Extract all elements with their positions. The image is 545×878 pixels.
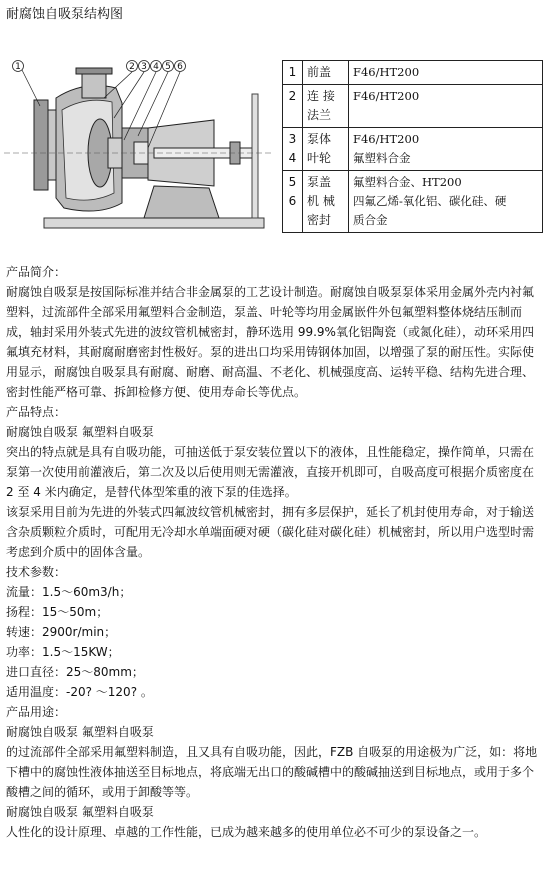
part-material: F46/HT200 (353, 132, 420, 146)
intro-heading: 产品简介： (6, 265, 67, 279)
product-name: 耐腐蚀自吸泵 氟塑料自吸泵 (6, 425, 154, 439)
table-row (283, 61, 543, 85)
part-name: 密封 (307, 213, 332, 227)
row-number: 2 (288, 89, 297, 103)
pump-structure-diagram (4, 58, 282, 240)
callout-4: 4 (153, 62, 159, 72)
product-name: 耐腐蚀自吸泵 氟塑料自吸泵 (6, 725, 154, 739)
callout-1: 1 (15, 62, 21, 72)
page-title: 耐腐蚀自吸泵结构图 (6, 7, 124, 22)
parts-table (282, 60, 543, 233)
table-row (283, 171, 543, 233)
row-number: 1 (288, 65, 297, 79)
specs-heading: 技术参数： (6, 565, 67, 579)
part-name: 泵盖 (307, 175, 332, 189)
spec-head: 扬程：15～50m； (6, 605, 109, 619)
spec-inlet-diameter: 进口直径：25～80mm； (6, 665, 144, 679)
part-name: 泵体 (307, 132, 332, 146)
part-material: F46/HT200 (353, 65, 420, 79)
intro-paragraph: 耐腐蚀自吸泵是按国际标准并结合非金属泵的工艺设计制造。耐腐蚀自吸泵泵体采用金属外壳内衬氟塑料，过流部件全部采用氟塑料合金制造，泵盖、叶轮等均用金属嵌件外包氟塑料整体烧结压制而成，轴封采用外装式先进的波纹管机械密封，静环选用 99.9%氧化铝陶瓷（或氮化硅），动环采用四氟填充材料，其耐腐耐磨密封性极好。泵的进出口均采用铸钢体加固，以增强了泵的耐压性。实际使用显示，耐腐蚀自吸泵具有耐腐、耐磨、耐高温、不老化、机械强度高、运转平稳、结构先进合理、密封性能严格可靠、拆卸检修方便、使用寿命长等优点。 (6, 285, 535, 399)
features-paragraph-2: 该泵采用目前为先进的外装式四氟波纹管机械密封，拥有多层保护，延长了机封使用寿命，对于输送含杂质颗粒介质时，可配用无冷却水单端面硬对硬（碳化硅对碳化硅）机械密封，所以用户选型时需考虑到介质中的固体含量。 (6, 505, 535, 559)
part-name: 叶轮 (307, 151, 332, 165)
part-name: 机 械 (307, 194, 335, 208)
spec-temperature: 适用温度：-20? ～120? 。 (6, 685, 153, 699)
table-row (283, 128, 543, 171)
part-material: F46/HT200 (353, 89, 420, 103)
features-heading: 产品特点： (6, 405, 67, 419)
spec-power: 功率：1.5～15KW； (6, 645, 120, 659)
product-name: 耐腐蚀自吸泵 氟塑料自吸泵 (6, 805, 154, 819)
features-paragraph-1: 突出的特点就是具有自吸功能，可抽送低于泵安装位置以下的液体，且性能稳定，操作简单，只需在泵第一次使用前灌液后，第二次及以后使用则无需灌液，直接开机即可，自吸高度可根据介质密度在 2 至 4 米内确定，是替代体型笨重的液下泵的佳选择。 (6, 445, 535, 499)
callout-3: 3 (141, 62, 147, 72)
spec-flow: 流量：1.5～60m3/h； (6, 585, 132, 599)
usage-paragraph: 的过流部件全部采用氟塑料制造，且又具有自吸功能，因此，FZB 自吸泵的用途极为广泛，如：将地下槽中的腐蚀性液体抽送至目标地点，将底端无出口的酸碱槽中的酸碱抽送到目标地点，或用于多个酸槽之间的循环，或用于卸酸等等。 (6, 745, 538, 799)
usage-heading: 产品用途： (6, 705, 67, 719)
callout-2: 2 (129, 62, 135, 72)
row-number: 6 (288, 194, 297, 208)
callout-5: 5 (165, 62, 171, 72)
row-number: 3 (288, 132, 297, 146)
table-row (283, 85, 543, 128)
spec-speed: 转速：2900r/min； (6, 625, 117, 639)
part-name: 前盖 (307, 65, 332, 79)
part-material: 氟塑料合金 (353, 151, 411, 165)
part-material: 氟塑料合金、HT200 (353, 175, 462, 189)
row-number: 5 (288, 175, 297, 189)
part-material: 四氟乙烯-氧化铝、碳化硅、硬 (353, 194, 507, 208)
part-name: 连 接 (307, 89, 335, 103)
part-name: 法兰 (307, 108, 332, 122)
closing-paragraph: 人性化的设计原理、卓越的工作性能，已成为越来越多的使用单位必不可少的泵设备之一。 (6, 825, 487, 839)
row-number: 4 (288, 151, 297, 165)
product-description (6, 262, 544, 842)
part-material: 质合金 (353, 213, 388, 227)
callout-6: 6 (177, 62, 183, 72)
